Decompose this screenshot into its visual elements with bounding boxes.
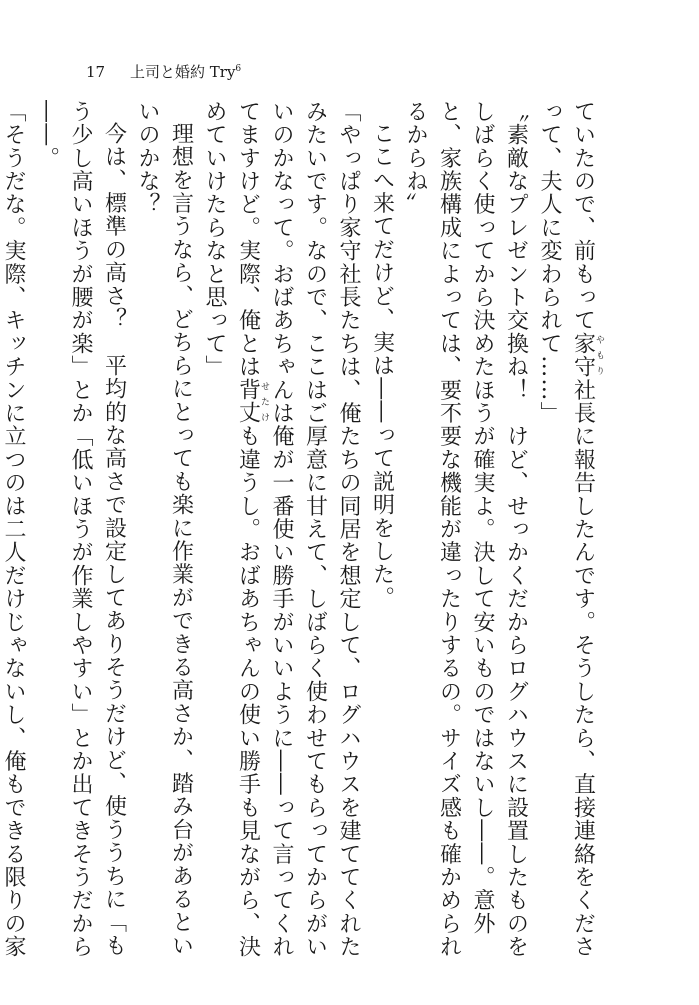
- text-segment: ていたので、前もって: [570, 100, 596, 332]
- paragraph: 「そうだな。実際、キッチンに立つのは二人だけじゃないし、俺もできる限りの家: [1, 100, 26, 959]
- text-segment: 社長に報告したんです。そうしたら、直接連絡をくださって、夫人に変わられて……」: [537, 100, 596, 959]
- ruby-setake: [235, 378, 269, 425]
- running-title-superscript: 6: [235, 64, 242, 74]
- ruby-base: 背丈: [235, 378, 261, 425]
- ruby-base: 家守: [570, 332, 596, 379]
- ruby-yamori: [570, 332, 604, 379]
- vertical-body-text: [1, 100, 604, 980]
- ruby-reading: せたけ: [259, 378, 269, 425]
- running-title: [130, 63, 241, 81]
- text-segment: も違うし。おばあちゃんの使い勝手も見ながら、決めていけたらなと思って」: [202, 100, 261, 959]
- paragraph: 今は、標準の高さ？ 平均的な高さで設定してありそうだけど、使ううちに「もう少し高いほうが腰が楽」とか「低いほうが作業しやすい」とか出てきそうだから――。: [34, 100, 127, 959]
- ruby-reading: やもり: [594, 332, 604, 379]
- running-title-text: 上司と婚約 Try: [130, 63, 236, 81]
- paragraph: 理想を言うなら、どちらにとっても楽に作業ができる高さか、踏み台があるといいのかな？: [135, 100, 194, 958]
- paragraph: [198, 100, 366, 980]
- page-number: 17: [86, 63, 106, 81]
- paragraph: 〝素敵なプレゼント交換ね！ けど、せっかくだからログハウスに設置したものをしばらく使ってから決めたほうが確実よ。決して安いものではないし――。意外と、家族構成によっては、要不要な機能が違ったりするの。サイズ感も確かめられるからね〟: [403, 100, 529, 959]
- paragraph: ここへ来てだけど、実は――って説明をした。: [369, 122, 395, 610]
- paragraph: [533, 100, 605, 980]
- page-header: [86, 57, 241, 81]
- text-segment: 「やっぱり家守社長たちは、俺たちの同居を想定して、ログハウスを建ててくれたみたいです。なので、ここはご厚意に甘えて、しばらく使わせてもらってからがいいのかなって。おばあちゃんは俺が一番使い勝手がいいように――って言ってくれてますけど。実際、俺とは: [235, 100, 361, 959]
